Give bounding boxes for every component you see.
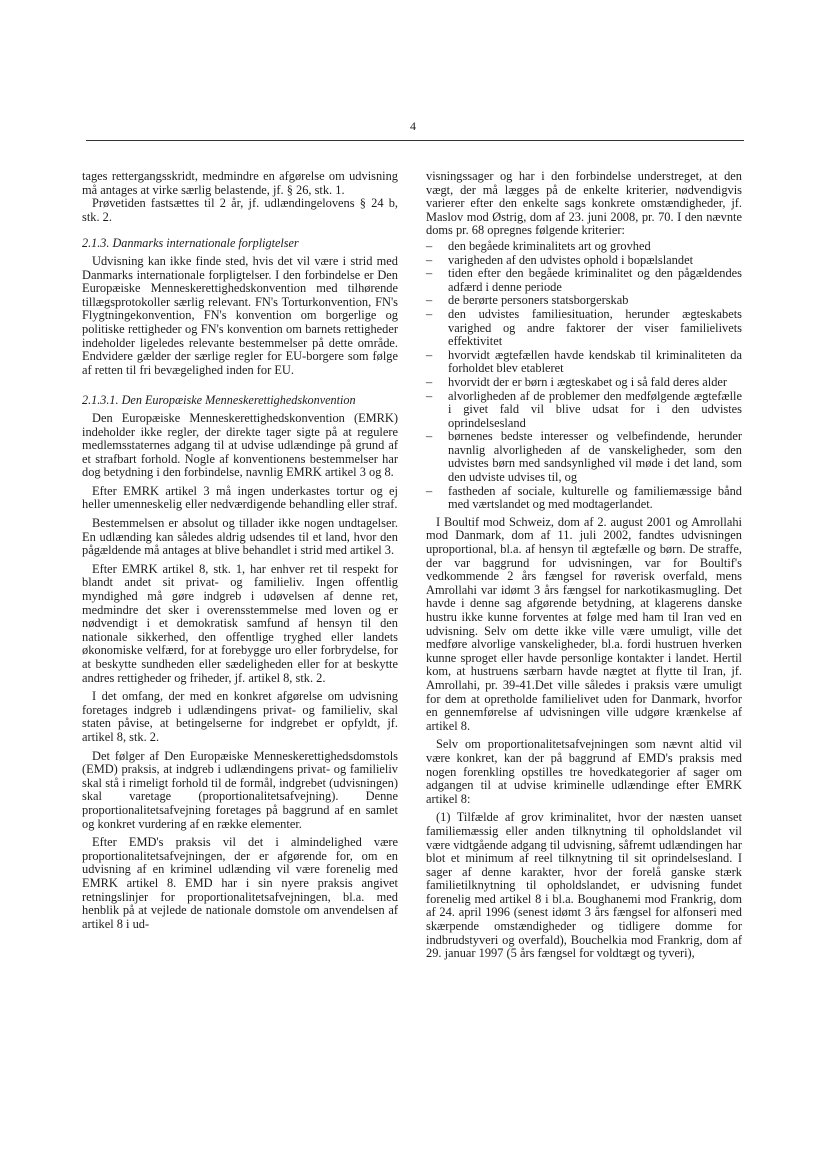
list-item: – hvorvidt der er børn i ægteskabet og i så fald deres alder — [426, 376, 742, 390]
paragraph: Selv om proportionalitetsafvejningen som nævnt altid vil være konkret, kan der på baggrund af EMD's praksis med nogen forenkling opstilles tre hovedkategorier af sager om adgangen til at udvise kriminelle udlændinge efter EMRK artikel 8: — [426, 737, 742, 806]
paragraph: Efter EMRK artikel 3 må ingen underkastes tortur og ej heller umenneskelig eller nedværdigende behandling eller straf. — [82, 483, 398, 512]
paragraph: Efter EMD's praksis vil det i almindelighed være proportionalitetsafvejningen, der er afgørende for, om en udvisning af en kriminel udlænding vil være forenelig med EMRK artikel 8. EMD har i sin nyere praksis angivet retningslinjer for proportionalitetsafvejningen, bl.a. med henblik på at vejlede de nationale domstole om anvendelsen af artikel 8 i ud- — [82, 835, 398, 931]
paragraph: I det omfang, der med en konkret afgørelse om udvisning foretages indgreb i udlændingens privat- og familieliv, skal staten påvise, at betingelserne for indgrebet er opfyldt, jf. artikel 8, stk. 2. — [82, 689, 398, 744]
header-rule — [86, 140, 744, 141]
list-item: – varigheden af den udvistes ophold i bopælslandet — [426, 254, 742, 268]
list-item: – børnenes bedste interesser og velbefindende, herunder navnlig alvorligheden af de vanskeligheder, som den udvistes børn med sandsynlighed vil møde i det land, som den udviste udvises til, og — [426, 430, 742, 484]
section-heading: 2.1.3.1. Den Europæiske Menneskerettighedskonvention — [82, 393, 356, 408]
criteria-list — [426, 240, 742, 512]
list-item: – tiden efter den begåede kriminalitet og den pågældendes adfærd i denne periode — [426, 267, 742, 294]
list-item: – den begåede kriminalitets art og grovhed — [426, 240, 742, 254]
paragraph: Udvisning kan ikke finde sted, hvis det vil være i strid med Danmarks internationale forpligtelser. I den forbindelse er Den Europæiske Menneskerettighedskonvention med tilhørende tillægsprotokoller særlig relevant. FN's Torturkonvention, FN's Flygtningekonvention, FN's konvention om borgerlige og politiske rettigheder og FN's konvention om barnets rettigheder indeholder ligeledes relevante bestemmelser på dette område. Endvidere gælder der særlige regler for EU-borgere som følge af retten til fri bevægelighed inden for EU. — [82, 253, 398, 377]
paragraph: (1) Tilfælde af grov kriminalitet, hvor der næsten uanset familiemæssig eller anden tilknytning til opholdslandet vil være vidtgående adgang til udvisning, såfremt udlændingen har blot et minimum af reel tilknytning til sit oprindelsesland. I sager af denne karakter, hvor der forelå ganske stærk familietilknytning til opholdslandet, er udvisning fundet forenelig med artikel 8 i bl.a. Boughanemi mod Frankrig, dom af 24. april 1996 (senest idømt 3 års fængsel for alfonseri med skærpende omstændigheder og tidligere domme for indbrudstyveri og overfald), Bouchelkia mod Frankrig, dom af 29. januar 1997 (5 års fængsel for voldtægt og tyveri), — [426, 810, 742, 961]
list-item: – hvorvidt ægtefællen havde kendskab til kriminaliteten da forholdet blev etableret — [426, 349, 742, 376]
list-item: – alvorligheden af de problemer den medfølgende ægtefælle i givet fald vil blive udsat for i den udvistes oprindelsesland — [426, 390, 742, 431]
paragraph: Efter EMRK artikel 8, stk. 1, har enhver ret til respekt for blandt andet sit privat- og familieliv. Ingen offentlig myndighed må gøre indgreb i udøvelsen af denne ret, medmindre det sker i overensstemmelse med loven og er nødvendigt i et demokratisk samfund af hensyn til den nationale sikkerhed, den offentlige tryghed eller landets økonomiske velfærd, for at forebygge uro eller forbrydelse, for at beskytte sundheden eller sædeligheden eller for at beskytte andres rettigheder og friheder, jf. artikel 8, stk. 2. — [82, 561, 398, 685]
section-heading: 2.1.3. Danmarks internationale forpligtelser — [82, 236, 299, 251]
paragraph: Prøvetiden fastsættes til 2 år, jf. udlændingelovens § 24 b, stk. 2. — [82, 196, 398, 224]
left-column — [82, 170, 398, 931]
paragraph: I Boultif mod Schweiz, dom af 2. august 2001 og Amrollahi mod Danmark, dom af 11. juli 2002, fandtes udvisningen uproportional, bl.a. af hensyn til ægtefælle og børn. De straffe, der var baggrund for udvisningen, var for Boultif's vedkommende 2 års fængsel for røverisk overfald, mens Amrollahi var idømt 3 års fængsel for narkotikasmugling. Det havde i denne sag afgørende betydning, at klagerens danske hustru ikke kunne forventes at følge med ham til Iran ved en udvisning. Selv om dette ikke ville være umuligt, ville det medføre alvorlige vanskeligheder, bl.a. fordi hustruen hverken kunne sproget eller havde personlige kontakter i landet. Hertil kom, at hustruens særbarn havde nægtet at flytte til Iran, jf. Amrollahi, pr. 39-41.Det ville således i praksis være umuligt for dem at opretholde familielivet uden for Danmark, hvorfor en gennemførelse af udvisningen ville udgøre krænkelse af artikel 8. — [426, 514, 742, 733]
list-item: – fastheden af sociale, kulturelle og familiemæssige bånd med værtslandet og med modtagerlandet. — [426, 485, 742, 512]
paragraph: visningssager og har i den forbindelse understreget, at den vægt, der må lægges på de enkelte kriterier, nødvendigvis varierer efter den enkelte sags konkrete omstændigheder, jf. Maslov mod Østrig, dom af 23. juni 2008, pr. 70. I den nævnte doms pr. 68 opregnes følgende kriterier: — [426, 169, 742, 238]
right-column — [426, 170, 742, 961]
paragraph: Det følger af Den Europæiske Menneskerettighedsdomstols (EMD) praksis, at indgreb i udlændingens privat- og familieliv skal stå i rimeligt forhold til de formål, indgrebet (udvisningen) skal varetage (proportionalitetsafvejning). Denne proportionalitetsafvejning foretages på baggrund af en samlet og konkret vurdering af en række elementer. — [82, 748, 398, 831]
paragraph: Den Europæiske Menneskerettighedskonvention (EMRK) indeholder ikke regler, der direkte tager sigte på at regulere medlemsstaternes adgang til at udvise udlændinge på grund af et strafbart forhold. Nogle af konventionens bestemmelser har dog betydning i den forbindelse, navnlig EMRK artikel 3 og 8. — [82, 410, 398, 480]
page-number: 4 — [410, 119, 416, 133]
list-item: – de berørte personers statsborgerskab — [426, 294, 742, 308]
paragraph: Bestemmelsen er absolut og tillader ikke nogen undtagelser. En udlænding kan således aldrig udsendes til et land, hvor den pågældende må antages at blive behandlet i strid med artikel 3. — [82, 516, 398, 558]
list-item: – den udvistes familiesituation, herunder ægteskabets varighed og andre faktorer der viser familielivets effektivitet — [426, 308, 742, 349]
paragraph: tages rettergangsskridt, medmindre en afgørelse om udvisning må antages at virke særlig belastende, jf. § 26, stk. 1. — [82, 169, 398, 197]
